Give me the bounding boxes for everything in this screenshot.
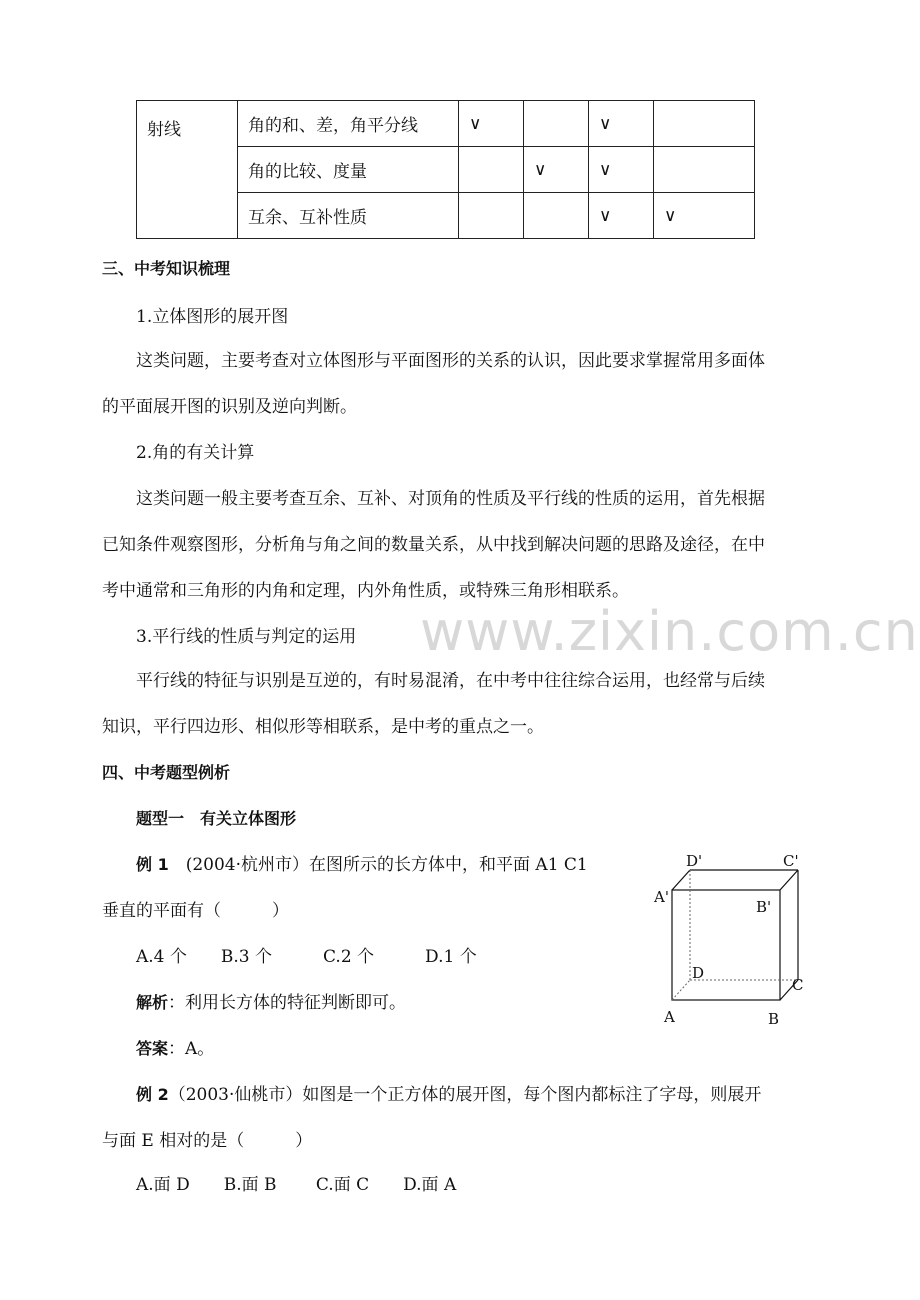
item3-paragraph-line: 知识，平行四边形、相似形等相联系，是中考的重点之一。: [102, 717, 544, 737]
mark-cell: ∨: [589, 147, 654, 193]
item2-paragraph-line: 考中通常和三角形的内角和定理，内外角性质，或特殊三角形相联系。: [102, 581, 629, 601]
label-d: D: [692, 964, 705, 982]
item1-paragraph-line: 的平面展开图的识别及逆向判断。: [102, 397, 357, 417]
topic-cell: 角的和、差，角平分线: [238, 101, 459, 147]
example2-line: [136, 1080, 761, 1105]
mark-cell: ∨: [589, 101, 654, 147]
section4-heading: 四、中考题型例析: [102, 763, 231, 782]
example1-text: (2004·杭州市）在图所示的长方体中，和平面 A1 C1: [168, 855, 588, 875]
answer-text: ：A。: [168, 1039, 215, 1059]
label-c: C: [792, 976, 804, 994]
mark-cell: [524, 101, 589, 147]
table-row: [137, 101, 755, 147]
mark-cell: [654, 147, 755, 193]
analysis-text: ：利用长方体的特征判断即可。: [168, 993, 407, 1013]
answer-label: 答案: [136, 1039, 169, 1058]
mark-cell: [459, 193, 524, 239]
mark-cell: ∨: [654, 193, 755, 239]
label-d-prime: D': [686, 852, 703, 870]
item2-title: 2.角的有关计算: [136, 443, 255, 463]
answer-line: [136, 1034, 214, 1059]
label-c-prime: C': [783, 852, 799, 870]
mark-cell: [459, 147, 524, 193]
mark-cell: [524, 193, 589, 239]
category-cell: 射线: [137, 101, 238, 239]
mark-cell: ∨: [524, 147, 589, 193]
example1-line: [136, 850, 588, 875]
hidden-edge-ad: [672, 980, 690, 1000]
example2-label: 例 2: [136, 1085, 169, 1104]
mark-cell: ∨: [589, 193, 654, 239]
edge-a1d1: [672, 870, 690, 890]
example1-options: A.4 个 B.3 个 C.2 个 D.1 个: [136, 947, 477, 967]
edge-b1c1: [780, 870, 798, 890]
label-a-prime: A': [654, 888, 669, 906]
example2-options: A.面 D B.面 B C.面 C D.面 A: [136, 1175, 457, 1195]
type1-heading: 题型一 有关立体图形: [136, 809, 297, 828]
mark-cell: ∨: [459, 101, 524, 147]
mark-cell: [654, 101, 755, 147]
cuboid-figure: [640, 840, 820, 1040]
example2-text: （2003·仙桃市）如图是一个正方体的展开图，每个图内都标注了字母，则展开: [168, 1085, 762, 1105]
analysis-line: [136, 988, 406, 1013]
item2-paragraph-line: 已知条件观察图形，分析角与角之间的数量关系，从中找到解决问题的思路及途径，在中: [102, 535, 765, 555]
section3-heading: 三、中考知识梳理: [102, 259, 231, 278]
item2-paragraph-line: 这类问题一般主要考查互余、互补、对顶角的性质及平行线的性质的运用，首先根据: [136, 489, 765, 509]
topic-cell: 角的比较、度量: [238, 147, 459, 193]
item3-paragraph-line: 平行线的特征与识别是互逆的，有时易混淆，在中考中往往综合运用，也经常与后续: [136, 671, 765, 691]
analysis-label: 解析: [136, 993, 169, 1012]
item3-title: 3.平行线的性质与判定的运用: [136, 627, 357, 647]
item1-title: 1.立体图形的展开图: [136, 307, 289, 327]
watermark: www.zixin.com.cn: [420, 600, 919, 663]
label-b: B: [768, 1010, 780, 1028]
example1-line2: 垂直的平面有（ ）: [102, 901, 289, 921]
example1-label: 例 1: [136, 855, 169, 874]
label-b-prime: B': [756, 898, 772, 916]
example2-line2: 与面 E 相对的是（ ）: [102, 1131, 313, 1151]
knowledge-table: [136, 100, 755, 239]
item1-paragraph-line: 这类问题，主要考查对立体图形与平面图形的关系的认识，因此要求掌握常用多面体: [136, 351, 765, 371]
label-a: A: [664, 1008, 675, 1026]
topic-cell: 互余、互补性质: [238, 193, 459, 239]
